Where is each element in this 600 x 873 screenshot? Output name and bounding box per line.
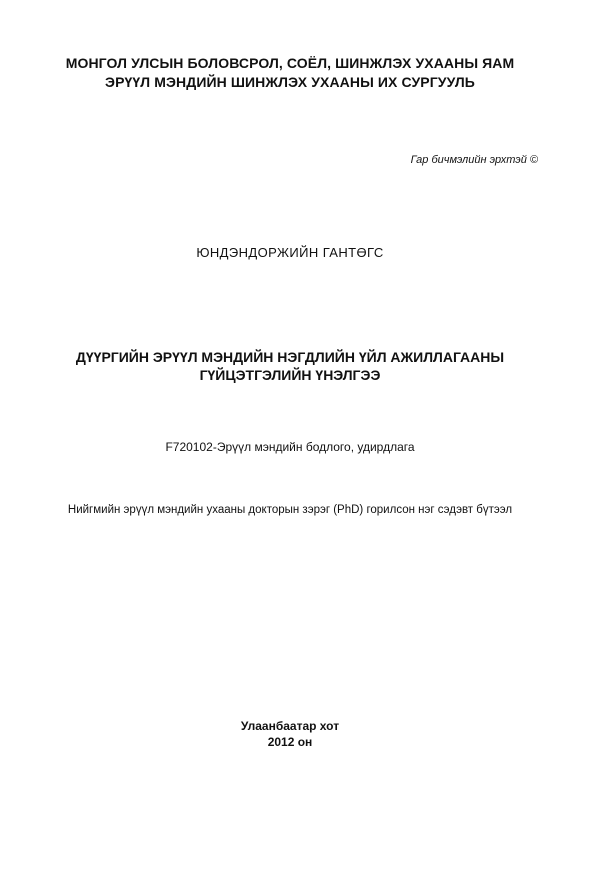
city: Улаанбаатар хот [240,719,340,733]
year: 2012 он [267,735,313,749]
university-name: ЭРҮҮЛ МЭНДИЙН ШИНЖЛЭХ УХААНЫ ИХ СУРГУУЛЬ [105,74,475,90]
copyright-notice: Гар бичмэлийн эрхтэй © [410,154,538,166]
thesis-title-line2: ГҮЙЦЭТГЭЛИЙН ҮНЭЛГЭЭ [199,367,381,383]
ministry-header [0,54,580,92]
place-date [0,718,580,750]
thesis-title-line1: ДҮҮРГИЙН ЭРҮҮЛ МЭНДИЙН НЭГДЛИЙН ҮЙЛ АЖИЛЛАГААНЫ [75,349,505,365]
specialty-code: F720102-Эрүүл мэндийн бодлого, удирдлага [165,440,415,454]
author-name: ЮНДЭНДОРЖИЙН ГАНТӨГС [196,245,384,260]
thesis-title [0,348,580,384]
ministry-name: МОНГОЛ УЛСЫН БОЛОВСРОЛ, СОЁЛ, ШИНЖЛЭХ УХААНЫ ЯАМ [65,55,515,71]
degree-statement: Нийгмийн эрүүл мэндийн ухааны докторын зэрэг (PhD) горилсон нэг сэдэвт бүтээл [67,504,513,516]
